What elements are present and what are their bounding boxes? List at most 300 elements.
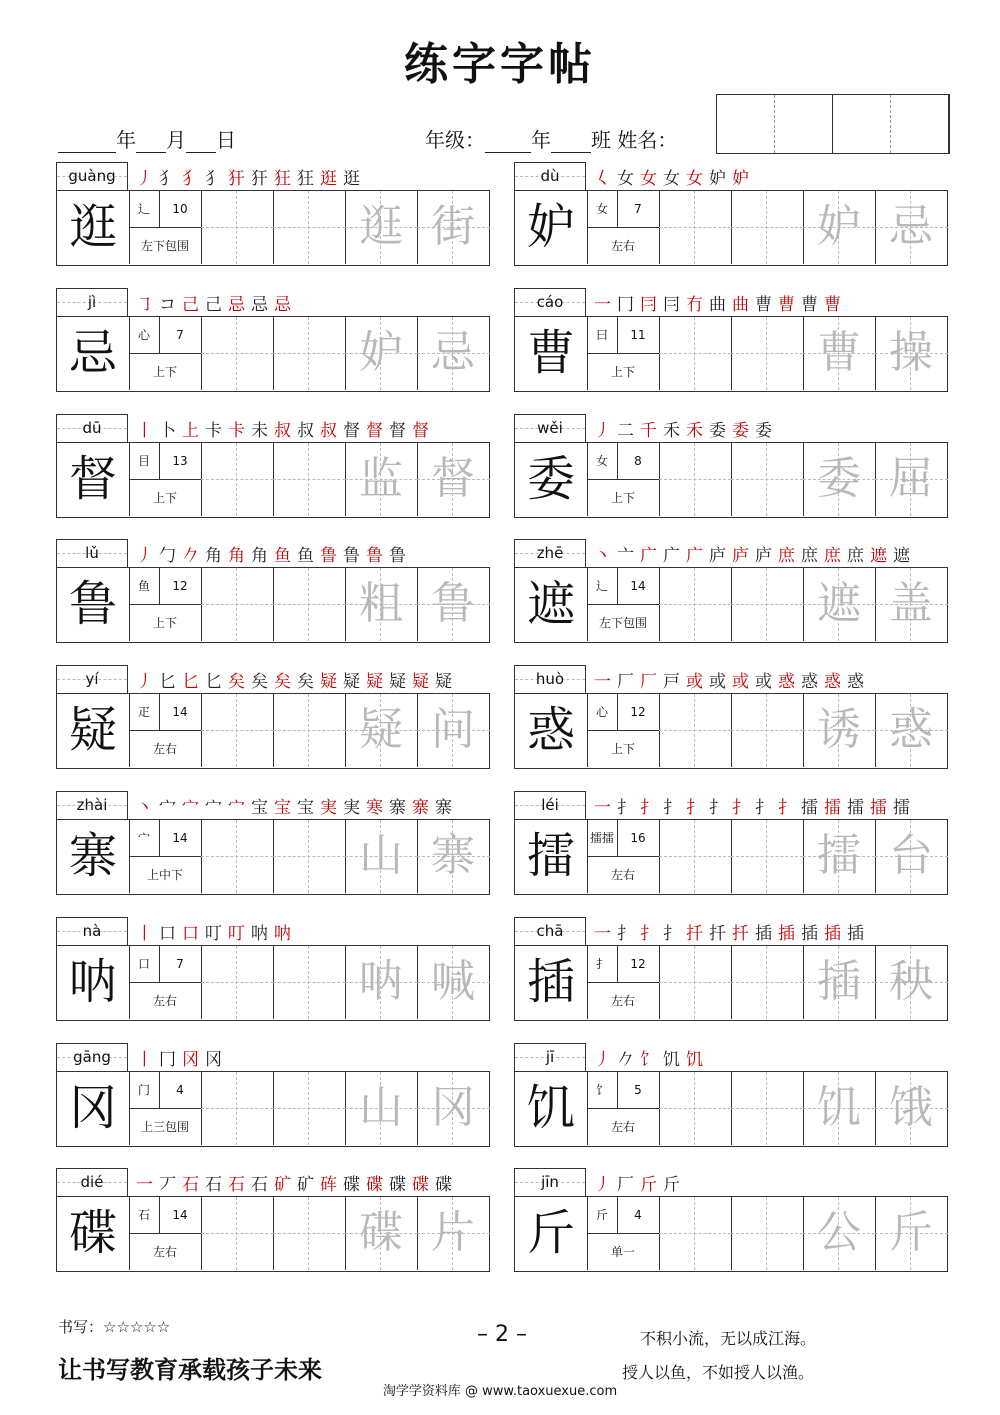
char-info bbox=[587, 191, 660, 264]
stroke-order bbox=[594, 290, 847, 315]
stroke-step: 卡 bbox=[205, 420, 223, 441]
main-character: 督 bbox=[57, 443, 130, 516]
writing-cell[interactable] bbox=[345, 317, 418, 390]
stroke-step: 丶 bbox=[594, 546, 612, 567]
pinyin: cáo bbox=[536, 292, 564, 311]
stroke-step: 扌 bbox=[709, 798, 727, 818]
stroke-step: 鲁 bbox=[366, 546, 384, 567]
word-char-2: 片 bbox=[431, 1207, 475, 1259]
stroke-step: 疑 bbox=[366, 672, 384, 693]
writing-cell[interactable] bbox=[273, 443, 346, 516]
structure: 左右 bbox=[152, 1245, 177, 1260]
writing-cell[interactable] bbox=[273, 1197, 346, 1270]
writing-cell[interactable] bbox=[731, 694, 804, 767]
writing-cell[interactable] bbox=[417, 317, 490, 390]
stroke-step: 插 bbox=[847, 923, 865, 944]
writing-cell[interactable] bbox=[659, 1072, 732, 1145]
writing-cell[interactable] bbox=[201, 568, 274, 641]
stroke-step: 宀 bbox=[228, 798, 246, 818]
writing-cell[interactable] bbox=[273, 568, 346, 641]
writing-cell[interactable] bbox=[659, 694, 732, 767]
writing-cell[interactable] bbox=[345, 191, 418, 264]
practice-row bbox=[56, 945, 490, 1021]
writing-cell[interactable] bbox=[731, 317, 804, 390]
writing-cell[interactable] bbox=[273, 317, 346, 390]
stroke-step: 逛 bbox=[343, 169, 361, 189]
main-character: 惑 bbox=[515, 694, 588, 767]
writing-cell[interactable] bbox=[803, 946, 876, 1019]
quote-2: 授人以鱼，不如授人以渔。 bbox=[622, 1363, 815, 1382]
writing-cell[interactable] bbox=[659, 820, 732, 893]
writing-cell[interactable] bbox=[345, 1197, 418, 1270]
word-char-2: 问 bbox=[431, 704, 475, 756]
writing-cell[interactable] bbox=[659, 317, 732, 390]
stroke-step: 丨 bbox=[136, 923, 154, 944]
structure: 左右 bbox=[152, 993, 177, 1008]
char-info bbox=[129, 191, 202, 264]
pinyin-box bbox=[514, 665, 586, 693]
stroke-step: 上 bbox=[182, 420, 200, 441]
writing-cell[interactable] bbox=[201, 946, 274, 1019]
writing-cell[interactable] bbox=[731, 820, 804, 893]
stroke-step: 宝 bbox=[274, 798, 292, 818]
stroke-step: 疑 bbox=[412, 672, 430, 693]
practice-row bbox=[514, 819, 948, 895]
word-char-1: 饥 bbox=[817, 1081, 861, 1133]
char-info bbox=[129, 443, 202, 516]
pinyin: wěi bbox=[537, 418, 563, 437]
main-character: 插 bbox=[515, 946, 588, 1019]
writing-cell[interactable] bbox=[201, 820, 274, 893]
stroke-step: 扌 bbox=[617, 798, 635, 818]
stroke-step: 亠 bbox=[617, 546, 635, 567]
practice-row bbox=[514, 1071, 948, 1147]
stroke-step: 扦 bbox=[686, 923, 704, 944]
stroke-step: 擂 bbox=[893, 798, 911, 818]
writing-cell[interactable] bbox=[201, 694, 274, 767]
stroke-step: 叔 bbox=[320, 420, 338, 441]
main-character: 逛 bbox=[57, 191, 130, 264]
stroke-step: 呐 bbox=[274, 923, 292, 944]
stroke-step: 叮 bbox=[205, 923, 223, 944]
word-char-1: 监 bbox=[359, 452, 403, 504]
main-character: 碟 bbox=[57, 1197, 130, 1270]
writing-cell[interactable] bbox=[273, 191, 346, 264]
stroke-count: 11 bbox=[617, 317, 659, 354]
word-char-1: 碟 bbox=[359, 1207, 403, 1259]
pinyin: zhài bbox=[76, 796, 108, 814]
writing-cell[interactable] bbox=[273, 694, 346, 767]
stroke-step: 疑 bbox=[389, 672, 407, 693]
pinyin-box bbox=[56, 1043, 128, 1071]
word-char-2: 街 bbox=[431, 201, 475, 252]
main-character: 呐 bbox=[57, 946, 130, 1019]
main-character: 曹 bbox=[515, 317, 588, 390]
stroke-order bbox=[594, 416, 778, 441]
word-char-1: 粗 bbox=[359, 578, 403, 630]
stroke-count: 14 bbox=[159, 820, 201, 857]
stroke-step: 或 bbox=[686, 672, 704, 693]
stroke-count: 12 bbox=[617, 694, 659, 731]
stroke-order bbox=[136, 541, 412, 566]
char-info bbox=[587, 946, 660, 1019]
radical: 辶 bbox=[129, 191, 160, 228]
stroke-step: 丿 bbox=[136, 672, 154, 693]
grade-blank[interactable] bbox=[485, 130, 531, 153]
writing-cell[interactable] bbox=[201, 1072, 274, 1145]
practice-row bbox=[514, 1196, 948, 1272]
writing-cell[interactable] bbox=[731, 191, 804, 264]
writing-cell[interactable] bbox=[731, 568, 804, 641]
stroke-order bbox=[136, 919, 297, 944]
stroke-step: 插 bbox=[801, 923, 819, 944]
stroke-step: 禾 bbox=[686, 420, 704, 441]
word-char-1: 曹 bbox=[817, 326, 861, 378]
writing-cell[interactable] bbox=[803, 191, 876, 264]
stroke-step: 擂 bbox=[870, 798, 888, 818]
stroke-step: 冂 bbox=[159, 1049, 177, 1070]
stroke-step: 曹 bbox=[801, 294, 819, 315]
structure: 左下包围 bbox=[598, 616, 647, 631]
char-info bbox=[587, 568, 660, 641]
stroke-step: 斤 bbox=[663, 1175, 681, 1196]
pinyin: gāng bbox=[73, 1047, 111, 1066]
stroke-step: 碟 bbox=[435, 1175, 453, 1196]
stroke-step: 冂 bbox=[617, 294, 635, 315]
writing-cell[interactable] bbox=[731, 946, 804, 1019]
main-character: 疑 bbox=[57, 694, 130, 767]
stroke-step: 矿 bbox=[274, 1175, 292, 1196]
radical: 擂擂 bbox=[587, 820, 618, 857]
stroke-step: 冇 bbox=[686, 294, 704, 315]
class-name-label: 班 姓名： bbox=[591, 128, 678, 152]
radical: 斤 bbox=[587, 1197, 618, 1234]
stroke-step: 丿 bbox=[594, 1049, 612, 1070]
word-char-2: 忌 bbox=[889, 201, 933, 252]
pinyin: jīn bbox=[541, 1173, 559, 1192]
stroke-step: 碟 bbox=[412, 1175, 430, 1196]
name-boxes[interactable] bbox=[716, 94, 950, 154]
stroke-step: 鱼 bbox=[297, 546, 315, 567]
quote-1: 不积小流，无以成江海。 bbox=[640, 1329, 817, 1348]
word-char-2: 忌 bbox=[431, 326, 475, 378]
writing-cell[interactable] bbox=[417, 946, 490, 1019]
stroke-step: 或 bbox=[732, 672, 750, 693]
writing-cell[interactable] bbox=[201, 443, 274, 516]
stroke-step: 扌 bbox=[640, 923, 658, 944]
stroke-step: 扌 bbox=[686, 798, 704, 818]
stroke-step: ㇆ bbox=[136, 294, 154, 315]
writing-cell[interactable] bbox=[417, 694, 490, 767]
month-label: 月 bbox=[166, 128, 186, 152]
writing-cell[interactable] bbox=[273, 1072, 346, 1145]
stroke-step: 惑 bbox=[778, 672, 796, 693]
pinyin: lǔ bbox=[85, 544, 99, 563]
stroke-count: 5 bbox=[617, 1072, 659, 1109]
stroke-step: 疑 bbox=[435, 672, 453, 693]
stroke-step: 実 bbox=[320, 798, 338, 818]
word-char-1: 诱 bbox=[817, 704, 861, 756]
class-blank[interactable] bbox=[551, 130, 591, 153]
stroke-step: 実 bbox=[343, 798, 361, 818]
word-char-2: 秧 bbox=[889, 955, 933, 1007]
writing-cell[interactable] bbox=[875, 443, 948, 516]
radical: 疋 bbox=[129, 694, 160, 731]
stroke-step: 丆 bbox=[159, 1175, 177, 1196]
char-entry bbox=[56, 1168, 490, 1276]
stroke-step: 鱼 bbox=[274, 546, 292, 567]
radical: 女 bbox=[587, 443, 618, 480]
stroke-step: 遮 bbox=[893, 546, 911, 567]
stroke-step: 女 bbox=[640, 169, 658, 189]
pinyin-box bbox=[56, 1168, 128, 1196]
writing-cell[interactable] bbox=[201, 191, 274, 264]
char-entry bbox=[514, 1043, 948, 1151]
pinyin-box bbox=[514, 539, 586, 567]
writing-cell[interactable] bbox=[345, 820, 418, 893]
stroke-step: 广 bbox=[640, 546, 658, 567]
stroke-count: 4 bbox=[159, 1072, 201, 1109]
writing-cell[interactable] bbox=[803, 1072, 876, 1145]
stroke-step: 狂 bbox=[274, 169, 292, 189]
writing-cell[interactable] bbox=[875, 568, 948, 641]
stroke-step: 石 bbox=[251, 1175, 269, 1196]
stroke-step: 砗 bbox=[320, 1175, 338, 1196]
writing-cell[interactable] bbox=[875, 317, 948, 390]
char-info bbox=[129, 568, 202, 641]
stroke-order bbox=[594, 667, 870, 692]
stroke-order bbox=[136, 667, 458, 692]
writing-cell[interactable] bbox=[417, 1072, 490, 1145]
stroke-order bbox=[136, 1045, 228, 1070]
word-char-1: 遮 bbox=[817, 578, 861, 630]
writing-cell[interactable] bbox=[417, 568, 490, 641]
writing-cell[interactable] bbox=[731, 1197, 804, 1270]
writing-cell[interactable] bbox=[875, 191, 948, 264]
writing-cell[interactable] bbox=[659, 443, 732, 516]
stroke-step: 犭 bbox=[159, 169, 177, 189]
pinyin-box bbox=[514, 1168, 586, 1196]
pinyin-box bbox=[56, 791, 128, 819]
stroke-step: 丿 bbox=[594, 420, 612, 441]
date-line bbox=[58, 124, 236, 153]
practice-row bbox=[56, 316, 490, 392]
word-char-2: 惑 bbox=[889, 704, 933, 756]
char-info bbox=[587, 694, 660, 767]
stroke-step: 丨 bbox=[136, 420, 154, 441]
stroke-step: 委 bbox=[732, 420, 750, 441]
pinyin-box bbox=[56, 414, 128, 442]
stroke-step: 一 bbox=[594, 672, 612, 693]
char-info bbox=[129, 946, 202, 1019]
stroke-step: コ bbox=[159, 294, 177, 315]
grade-line bbox=[425, 124, 677, 153]
writing-cell[interactable] bbox=[659, 946, 732, 1019]
stroke-step: 犴 bbox=[228, 169, 246, 189]
pinyin-box bbox=[514, 414, 586, 442]
writing-cell[interactable] bbox=[803, 820, 876, 893]
writing-cell[interactable] bbox=[659, 1197, 732, 1270]
stroke-step: 扦 bbox=[732, 923, 750, 944]
stroke-step: 曹 bbox=[824, 294, 842, 315]
structure: 上下 bbox=[152, 616, 177, 631]
stroke-step: 一 bbox=[136, 1175, 154, 1196]
stroke-step: 或 bbox=[755, 672, 773, 693]
stroke-step: 一 bbox=[594, 923, 612, 944]
stroke-step: 矿 bbox=[297, 1175, 315, 1196]
stroke-step: 口 bbox=[159, 923, 177, 944]
stroke-step: 督 bbox=[412, 420, 430, 441]
word-char-2: 冈 bbox=[431, 1081, 475, 1133]
stroke-step: 擂 bbox=[847, 798, 865, 818]
practice-row bbox=[514, 316, 948, 392]
stroke-step: 遮 bbox=[870, 546, 888, 567]
char-entry bbox=[56, 414, 490, 522]
char-info bbox=[129, 694, 202, 767]
stroke-count: 7 bbox=[159, 317, 201, 354]
writing-cell[interactable] bbox=[875, 1197, 948, 1270]
writing-cell[interactable] bbox=[875, 694, 948, 767]
stroke-step: 己 bbox=[205, 294, 223, 315]
writing-cell[interactable] bbox=[201, 1197, 274, 1270]
stroke-step: 厂 bbox=[617, 672, 635, 693]
stroke-step: 督 bbox=[343, 420, 361, 441]
stroke-step: 丶 bbox=[136, 798, 154, 818]
radical: 饣 bbox=[587, 1072, 618, 1109]
stroke-step: 曲 bbox=[709, 294, 727, 315]
structure: 左右 bbox=[610, 1119, 635, 1134]
writing-cell[interactable] bbox=[417, 1197, 490, 1270]
char-info bbox=[129, 317, 202, 390]
structure: 左右 bbox=[610, 239, 635, 253]
writing-cell[interactable] bbox=[803, 568, 876, 641]
month-blank[interactable] bbox=[136, 130, 166, 153]
stroke-step: 宝 bbox=[251, 798, 269, 818]
writing-cell[interactable] bbox=[345, 694, 418, 767]
stroke-step: 匕 bbox=[182, 672, 200, 693]
stroke-step: 扌 bbox=[663, 923, 681, 944]
structure: 上中下 bbox=[146, 868, 183, 882]
word-char-1: 公 bbox=[817, 1207, 861, 1259]
writing-cell[interactable] bbox=[803, 317, 876, 390]
writing-cell[interactable] bbox=[731, 1072, 804, 1145]
radical: 心 bbox=[587, 694, 618, 731]
char-info bbox=[587, 820, 660, 893]
radical: 宀 bbox=[129, 820, 160, 857]
radical: 石 bbox=[129, 1197, 160, 1234]
word-char-1: 妒 bbox=[817, 201, 861, 252]
pinyin-box bbox=[514, 1043, 586, 1071]
writing-cell[interactable] bbox=[731, 443, 804, 516]
pinyin-box bbox=[514, 917, 586, 945]
stroke-step: 擂 bbox=[801, 798, 819, 818]
word-char-2: 喊 bbox=[431, 955, 475, 1007]
stroke-step: 厂 bbox=[640, 672, 658, 693]
word-char-1: 逛 bbox=[359, 201, 403, 252]
radical: 鱼 bbox=[129, 568, 160, 605]
writing-cell[interactable] bbox=[345, 1072, 418, 1145]
stroke-step: 卡 bbox=[228, 420, 246, 441]
stroke-step: 寨 bbox=[389, 798, 407, 818]
stroke-step: 狂 bbox=[297, 169, 315, 189]
stroke-step: 石 bbox=[182, 1175, 200, 1196]
radical: 女 bbox=[587, 191, 618, 228]
stroke-order bbox=[136, 164, 366, 189]
stroke-step: 忌 bbox=[274, 294, 292, 315]
writing-cell[interactable] bbox=[345, 946, 418, 1019]
pinyin: yí bbox=[85, 670, 99, 689]
stroke-step: 斤 bbox=[640, 1175, 658, 1196]
writing-cell[interactable] bbox=[875, 1072, 948, 1145]
stroke-step: 鲁 bbox=[343, 546, 361, 567]
writing-cell[interactable] bbox=[201, 317, 274, 390]
pinyin: chā bbox=[536, 921, 564, 940]
char-entry bbox=[56, 539, 490, 647]
main-character: 饥 bbox=[515, 1072, 588, 1145]
main-character: 遮 bbox=[515, 568, 588, 641]
writing-cell[interactable] bbox=[803, 694, 876, 767]
writing-cell[interactable] bbox=[273, 820, 346, 893]
pinyin-box bbox=[56, 539, 128, 567]
stroke-step: 宀 bbox=[205, 798, 223, 818]
structure: 上下 bbox=[152, 490, 177, 505]
stroke-step: 呐 bbox=[251, 923, 269, 944]
pinyin-box bbox=[56, 665, 128, 693]
stroke-step: 妒 bbox=[709, 169, 727, 189]
writing-cell[interactable] bbox=[875, 946, 948, 1019]
day-blank[interactable] bbox=[186, 130, 216, 153]
stroke-step: 曹 bbox=[778, 294, 796, 315]
stroke-step: 督 bbox=[366, 420, 384, 441]
structure: 上三包围 bbox=[140, 1119, 189, 1134]
char-entry bbox=[56, 917, 490, 1025]
radical: 扌 bbox=[587, 946, 618, 983]
stroke-step: 未 bbox=[251, 420, 269, 441]
word-char-1: 委 bbox=[817, 452, 861, 504]
writing-cell[interactable] bbox=[345, 443, 418, 516]
stroke-step: 扦 bbox=[709, 923, 727, 944]
stroke-step: 碟 bbox=[389, 1175, 407, 1196]
year-blank[interactable] bbox=[58, 130, 116, 153]
writing-cell[interactable] bbox=[345, 568, 418, 641]
stroke-step: 冈 bbox=[182, 1049, 200, 1070]
stroke-step: 冈 bbox=[205, 1049, 223, 1070]
stroke-step: 碟 bbox=[366, 1175, 384, 1196]
writing-cell[interactable] bbox=[417, 820, 490, 893]
stroke-step: 冃 bbox=[663, 294, 681, 315]
pinyin: guàng bbox=[68, 167, 116, 185]
writing-cell[interactable] bbox=[273, 946, 346, 1019]
structure: 上下 bbox=[610, 364, 635, 379]
writing-cell[interactable] bbox=[417, 443, 490, 516]
writing-cell[interactable] bbox=[659, 191, 732, 264]
writing-cell[interactable] bbox=[803, 1197, 876, 1270]
stroke-step: 庐 bbox=[709, 546, 727, 567]
stroke-count: 14 bbox=[617, 568, 659, 605]
writing-cell[interactable] bbox=[803, 443, 876, 516]
stroke-step: 寒 bbox=[366, 798, 384, 818]
writing-cell[interactable] bbox=[417, 191, 490, 264]
stroke-step: 委 bbox=[709, 420, 727, 441]
writing-cell[interactable] bbox=[659, 568, 732, 641]
pinyin: dū bbox=[82, 418, 102, 437]
stroke-count: 13 bbox=[159, 443, 201, 480]
year-label: 年 bbox=[116, 128, 136, 152]
stroke-step: 丿 bbox=[594, 1175, 612, 1196]
stroke-step: 石 bbox=[205, 1175, 223, 1196]
writing-cell[interactable] bbox=[875, 820, 948, 893]
stroke-step: 勹 bbox=[159, 546, 177, 567]
